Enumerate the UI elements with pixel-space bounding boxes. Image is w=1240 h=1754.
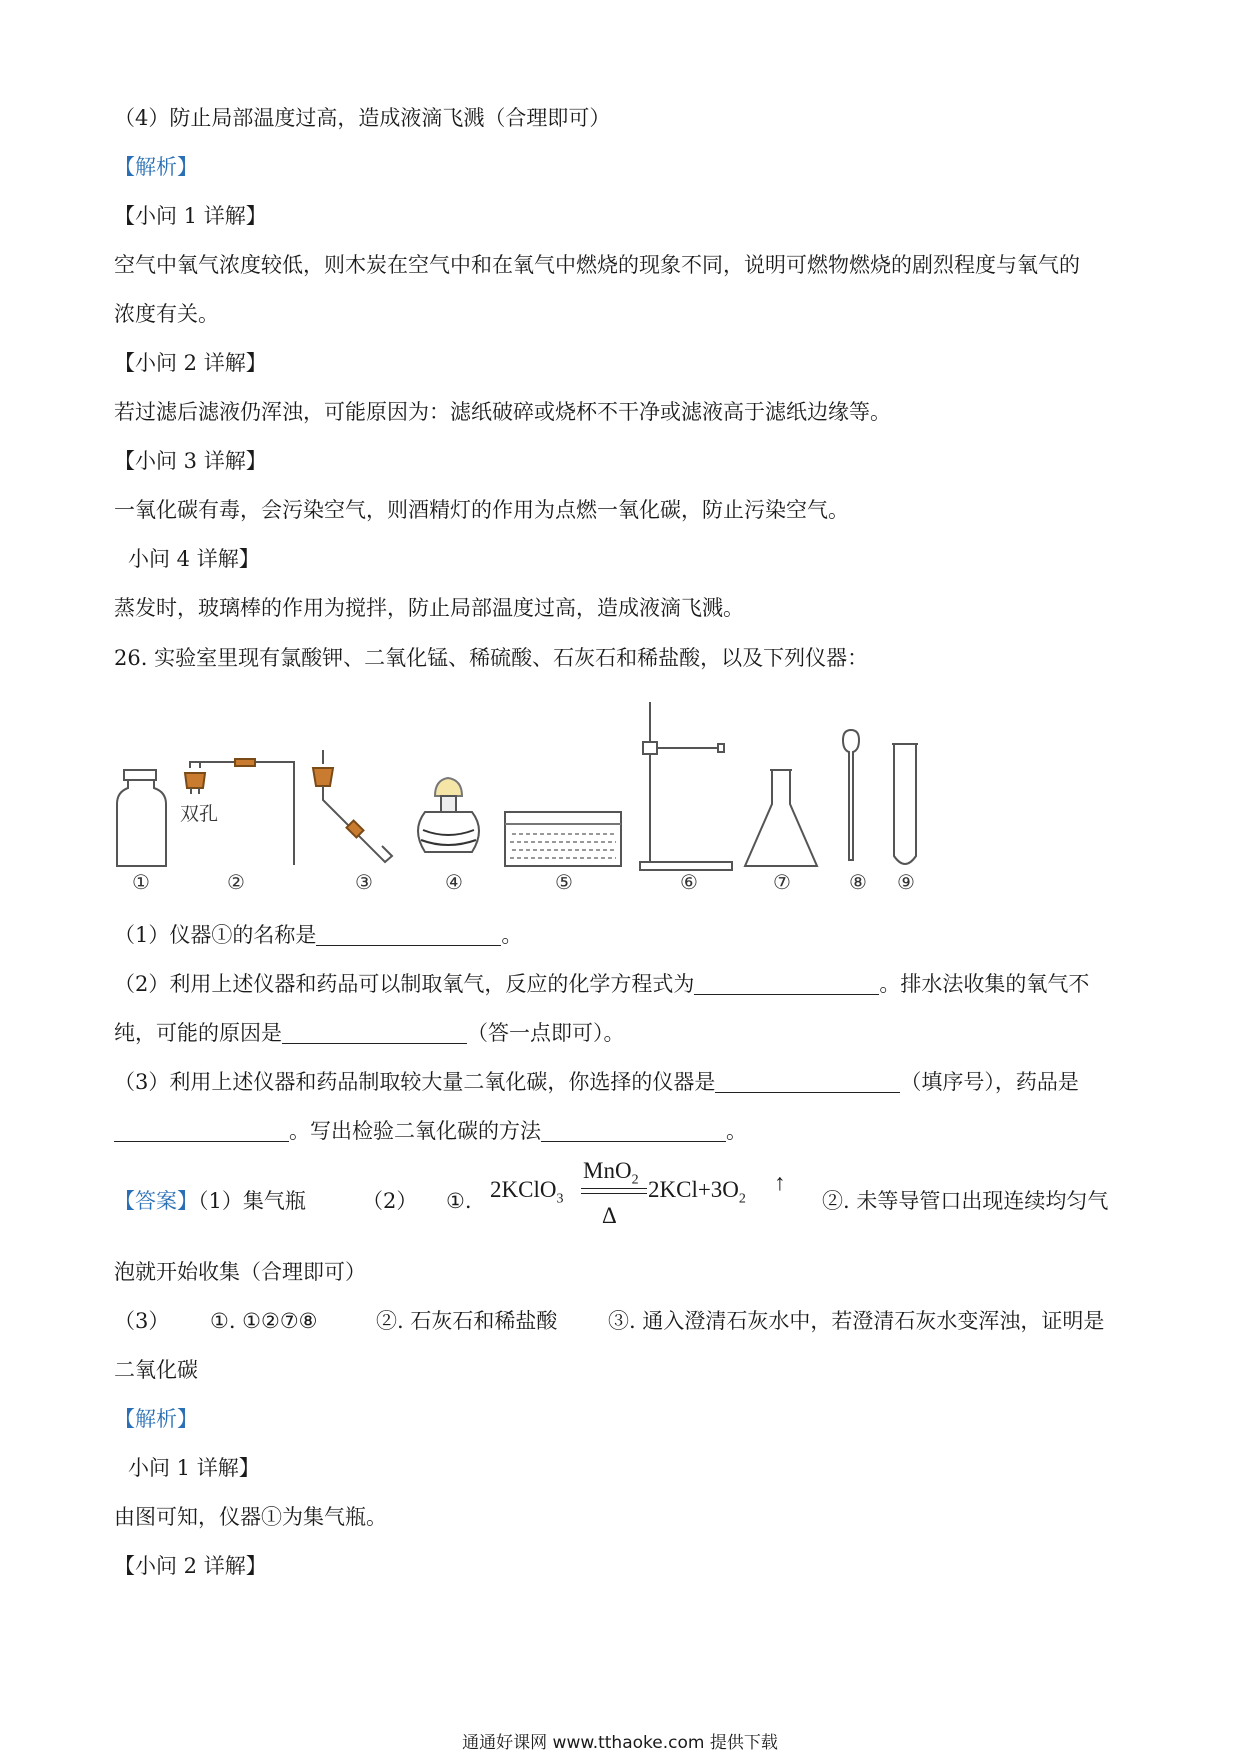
alcohol-lamp-icon bbox=[418, 778, 479, 852]
apparatus-label-1: ① bbox=[132, 870, 150, 894]
answer-blank[interactable] bbox=[114, 1119, 289, 1142]
sub-question-4-heading: 小问 4 详解】 bbox=[128, 547, 260, 571]
answer-26-part-2-num1: ①. bbox=[446, 1189, 472, 1213]
sub-question-1-heading: 【小问 1 详解】 bbox=[114, 204, 267, 228]
apparatus-label-9: ⑨ bbox=[897, 870, 915, 894]
answer-26-part-3-item2: ②. 石灰石和稀盐酸 bbox=[376, 1309, 558, 1333]
sub-question-1-text-line1: 空气中氧气浓度较低，则木炭在空气中和在氧气中燃烧的现象不同，说明可燃物燃烧的剧烈程度与氧气的 bbox=[114, 253, 1080, 277]
question-26-part-2-line2: 纯，可能的原因是 （答一点即可）。 bbox=[114, 1021, 625, 1045]
apparatus-label-3: ③ bbox=[355, 870, 373, 894]
iron-stand-icon bbox=[640, 702, 732, 870]
answer-26-part-3-label: （3） bbox=[114, 1309, 170, 1333]
analysis-26-sub-question-1-heading: 小问 1 详解】 bbox=[128, 1456, 260, 1480]
answer-blank[interactable] bbox=[541, 1119, 726, 1142]
apparatus-label-6: ⑥ bbox=[680, 870, 698, 894]
question-26-part-3-line1: （3）利用上述仪器和药品制取较大量二氧化碳，你选择的仪器是 （填序号），药品是 bbox=[114, 1070, 1079, 1094]
analysis-26-sub-question-1-text: 由图可知，仪器①为集气瓶。 bbox=[114, 1505, 387, 1529]
lab-apparatus-figure bbox=[0, 680, 1240, 900]
footer-watermark: 通通好课网 www.tthaoke.com 提供下载 bbox=[462, 1733, 778, 1753]
sub-question-2-heading: 【小问 2 详解】 bbox=[114, 351, 267, 375]
analysis-26-sub-question-2-heading: 【小问 2 详解】 bbox=[114, 1554, 267, 1578]
apparatus-label-8: ⑧ bbox=[849, 870, 867, 894]
answer-26-part-2-continued: 泡就开始收集（合理即可） bbox=[114, 1260, 366, 1284]
sub-question-3-text: 一氧化碳有毒，会污染空气，则酒精灯的作用为点燃一氧化碳，防止污染空气。 bbox=[114, 498, 849, 522]
sub-question-4-text: 蒸发时，玻璃棒的作用为搅拌，防止局部温度过高，造成液滴飞溅。 bbox=[114, 596, 744, 620]
answer-blank[interactable] bbox=[282, 1021, 467, 1044]
answer-26-part-3-item1: ①. ①②⑦⑧ bbox=[210, 1309, 318, 1333]
question-26-stem: 26. 实验室里现有氯酸钾、二氧化锰、稀硫酸、石灰石和稀盐酸，以及下列仪器： bbox=[114, 646, 869, 670]
analysis-26-tag: 【解析】 bbox=[114, 1407, 198, 1431]
answer-26-part-3-item3: ③. 通入澄清石灰水中，若澄清石灰水变浑浊，证明是 bbox=[608, 1309, 1105, 1333]
question-26-part-1: （1）仪器①的名称是 。 bbox=[114, 923, 523, 947]
sub-question-1-text-line2: 浓度有关。 bbox=[114, 302, 219, 326]
apparatus-label-5: ⑤ bbox=[555, 870, 573, 894]
answer-blank[interactable] bbox=[316, 923, 501, 946]
answer-tag: 【答案】 bbox=[114, 1189, 198, 1213]
sub-question-2-text: 若过滤后滤液仍浑浊，可能原因为：滤纸破碎或烧杯不干净或滤液高于滤纸边缘等。 bbox=[114, 400, 891, 424]
apparatus-label-7: ⑦ bbox=[773, 870, 791, 894]
conical-flask-icon bbox=[745, 770, 817, 866]
answer-blank[interactable] bbox=[694, 972, 879, 995]
gas-collecting-bottle-icon bbox=[117, 770, 166, 866]
test-tube-icon bbox=[892, 744, 918, 864]
water-trough-icon bbox=[505, 812, 621, 866]
answer-26-part-2-label: （2） bbox=[362, 1189, 418, 1213]
apparatus-label-4: ④ bbox=[445, 870, 463, 894]
sub-question-3-heading: 【小问 3 详解】 bbox=[114, 449, 267, 473]
analysis-tag: 【解析】 bbox=[114, 155, 198, 179]
answer-26-line1: 【答案】（1）集气瓶 bbox=[114, 1189, 306, 1213]
question-26-part-2-line1: （2）利用上述仪器和药品可以制取氧气，反应的化学方程式为 。排水法收集的氧气不 bbox=[114, 972, 1090, 996]
two-hole-label: 双孔 bbox=[180, 803, 219, 825]
apparatus-label-2: ② bbox=[227, 870, 245, 894]
answer-26-part-3-continued: 二氧化碳 bbox=[114, 1358, 198, 1382]
answer-blank[interactable] bbox=[715, 1070, 900, 1093]
long-neck-funnel-icon bbox=[843, 730, 859, 860]
question-26-part-3-line2: 。写出检验二氧化碳的方法 。 bbox=[114, 1116, 747, 1146]
answer-26-part-2-num2: ②. 未等导管口出现连续均匀气 bbox=[822, 1189, 1109, 1213]
answer-item-4: （4）防止局部温度过高，造成液滴飞溅（合理即可） bbox=[114, 106, 611, 130]
bent-delivery-tube-icon bbox=[313, 750, 392, 862]
